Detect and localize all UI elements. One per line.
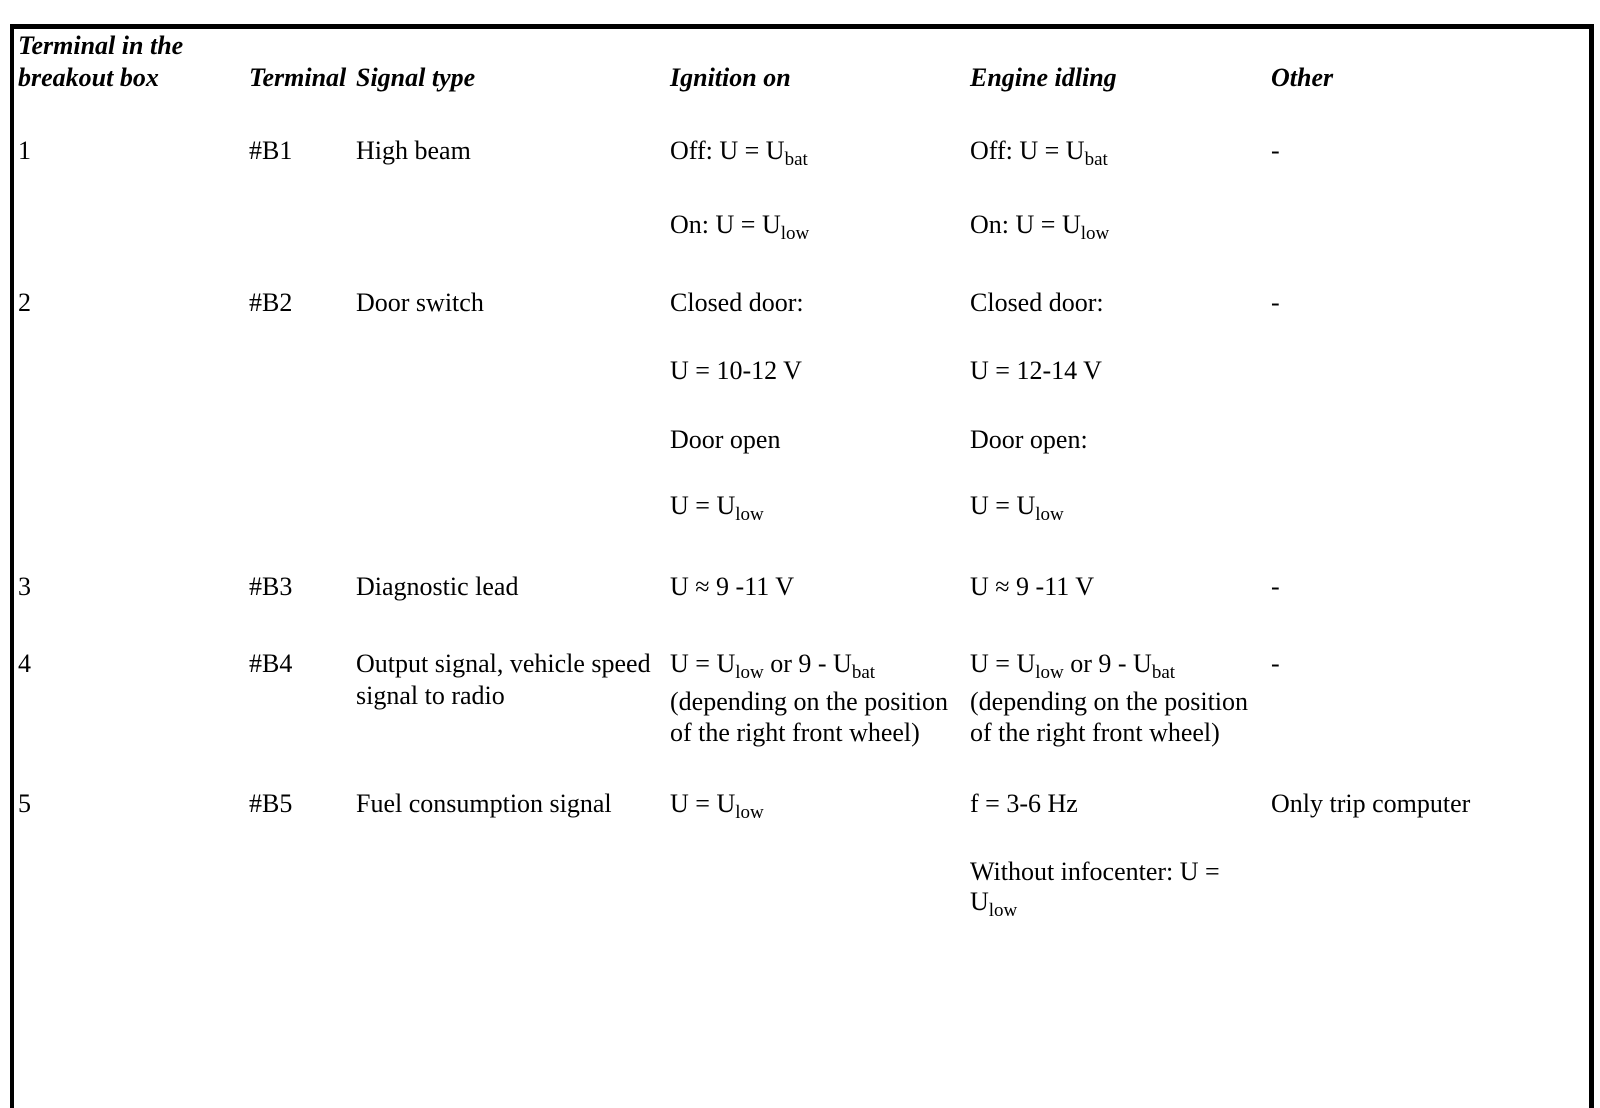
row2-ignition-line4: $U = U_{low}$ (670, 491, 764, 525)
row2-engine-line3: Door open: (970, 425, 1088, 454)
row4-ignition-line2: (depending on the position (670, 687, 949, 716)
header-terminal-breakout-line1: Terminal in the (18, 31, 184, 60)
header-terminal-breakout-line2: breakout box (18, 63, 159, 92)
row2-breakout-terminal: 2 (18, 288, 31, 317)
row3-other: - (1271, 572, 1280, 601)
row5-signal-type: Fuel consumption signal (356, 789, 612, 818)
row4-engine-line2: (depending on the position (970, 687, 1249, 716)
row5-breakout-terminal: 5 (18, 789, 31, 818)
row4-other: - (1271, 649, 1280, 678)
row1-ignition-off: Off: $U = U_{bat}$ (670, 136, 808, 170)
row2-other: - (1271, 288, 1280, 317)
row2-terminal: #B2 (249, 288, 293, 317)
row3-breakout-terminal: 3 (18, 572, 31, 601)
row5-engine-line1: f = 3-6 Hz (970, 789, 1078, 818)
row4-ignition-line3: of the right front wheel) (670, 718, 920, 747)
row3-engine: U ≈ 9 -11 V (970, 572, 1095, 601)
row3-ignition: U ≈ 9 -11 V (670, 572, 795, 601)
row1-engine-off: Off: $U = U_{bat}$ (970, 136, 1108, 170)
row3-terminal: #B3 (249, 572, 293, 601)
row2-engine-line4: $U = U_{low}$ (970, 491, 1064, 525)
row1-signal-type: High beam (356, 136, 471, 165)
header-signal-type: Signal type (356, 63, 476, 92)
row1-ignition-on: On: $U = U_{low}$ (670, 210, 810, 244)
header-engine-idling: Engine idling (970, 63, 1117, 92)
header-ignition-on: Ignition on (670, 63, 791, 92)
row2-engine-line1: Closed door: (970, 288, 1104, 317)
table-frame (10, 24, 1594, 1108)
row2-signal-type: Door switch (356, 288, 484, 317)
header-other: Other (1271, 63, 1334, 92)
row4-ignition-line1: $U = U_{low}$ or $9 - U_{bat}$ (670, 649, 876, 683)
row5-ignition: $U = U_{low}$ (670, 789, 764, 823)
header-terminal: Terminal (249, 63, 347, 92)
row4-signal-line1: Output signal, vehicle speed (356, 649, 651, 678)
row4-terminal: #B4 (249, 649, 293, 678)
row2-ignition-line3: Door open (670, 425, 781, 454)
row5-engine-line2: Without infocenter: U = (970, 857, 1220, 886)
row5-engine-line3: $U_{low}$ (970, 887, 1018, 921)
row2-engine-line2: U = 12-14 V (970, 356, 1102, 385)
row1-other: - (1271, 136, 1280, 165)
row1-engine-on: On: $U = U_{low}$ (970, 210, 1110, 244)
row1-breakout-terminal: 1 (18, 136, 31, 165)
row2-ignition-line2: U = 10-12 V (670, 356, 802, 385)
row4-signal-line2: signal to radio (356, 681, 505, 710)
row5-other: Only trip computer (1271, 789, 1471, 818)
row1-terminal: #B1 (249, 136, 293, 165)
row5-terminal: #B5 (249, 789, 293, 818)
row4-engine-line3: of the right front wheel) (970, 718, 1220, 747)
row4-engine-line1: $U = U_{low}$ or $9 - U_{bat}$ (970, 649, 1176, 683)
row3-signal-type: Diagnostic lead (356, 572, 519, 601)
row2-ignition-line1: Closed door: (670, 288, 804, 317)
row4-breakout-terminal: 4 (18, 649, 31, 678)
